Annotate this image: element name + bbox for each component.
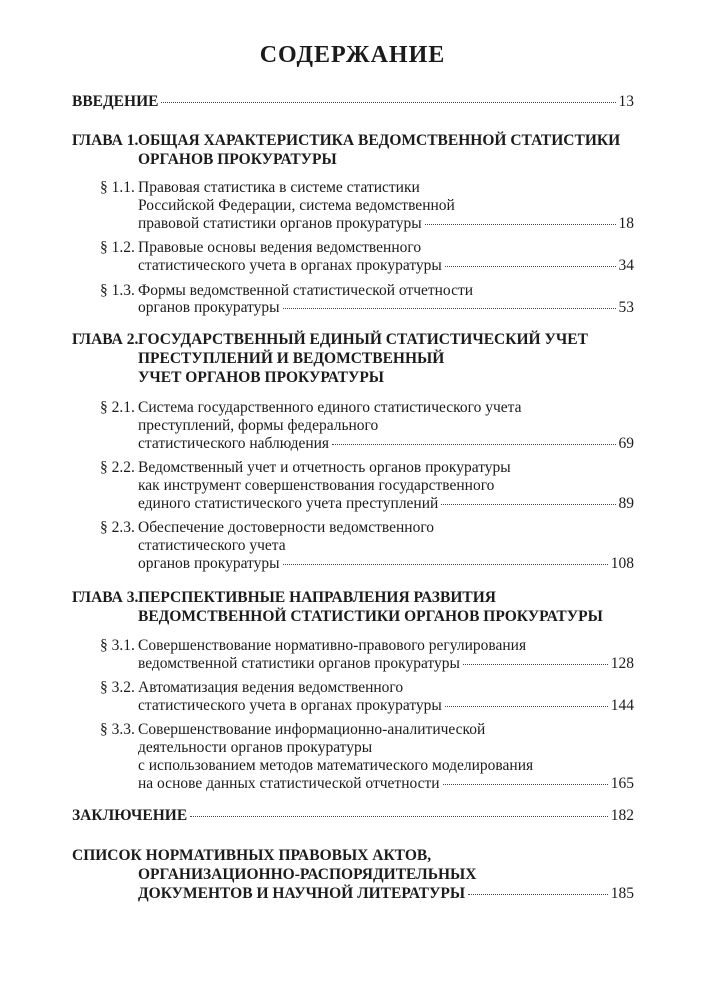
section-number: § 3.2. bbox=[100, 679, 135, 696]
section-text-line: Формы ведомственной статистической отчетности bbox=[138, 282, 474, 299]
section-text-line: Система государственного единого статистического учета bbox=[138, 399, 522, 416]
section-number: § 3.3. bbox=[100, 721, 135, 738]
chapter-2-title-line: УЧЕТ ОРГАНОВ ПРОКУРАТУРЫ bbox=[138, 369, 385, 386]
section-text-line: статистического учета в органах прокуратуры bbox=[138, 257, 442, 274]
intro-label: ВВЕДЕНИЕ bbox=[72, 93, 159, 110]
section-text-line: преступлений, формы федерального bbox=[138, 417, 379, 434]
section-text-line: Совершенствование нормативно-правового регулирования bbox=[138, 637, 527, 654]
section-page: 108 bbox=[610, 555, 634, 572]
section-page: 89 bbox=[618, 495, 634, 512]
chapter-3-title-line: ПЕРСПЕКТИВНЫЕ НАПРАВЛЕНИЯ РАЗВИТИЯ bbox=[138, 589, 496, 606]
toc-entry-intro[interactable] bbox=[72, 92, 634, 112]
section-number: § 2.2. bbox=[100, 459, 135, 476]
section-text-line: Совершенствование информационно-аналитической bbox=[138, 721, 486, 738]
toc-entry-2-2[interactable] bbox=[138, 494, 634, 514]
chapter-2-title-line: ГОСУДАРСТВЕННЫЙ ЕДИНЫЙ СТАТИСТИЧЕСКИЙ УЧЕТ bbox=[138, 331, 588, 348]
chapter-2-title-line: ПРЕСТУПЛЕНИЙ И ВЕДОМСТВЕННЫЙ bbox=[138, 350, 445, 367]
toc-entry-2-3[interactable] bbox=[138, 554, 634, 574]
section-text-line: Правовые основы ведения ведомственного bbox=[138, 239, 422, 256]
section-number: § 2.1. bbox=[100, 399, 135, 416]
page-title: СОДЕРЖАНИЕ bbox=[259, 42, 446, 68]
references-page: 185 bbox=[610, 885, 634, 902]
conclusion-page: 182 bbox=[610, 807, 634, 824]
section-text-line: деятельности органов прокуратуры bbox=[138, 739, 373, 756]
toc-entry-1-3[interactable] bbox=[138, 298, 634, 318]
toc-entry-references[interactable] bbox=[138, 884, 634, 904]
dot-leader bbox=[425, 224, 616, 225]
chapter-1-title-line: ОРГАНОВ ПРОКУРАТУРЫ bbox=[138, 151, 337, 168]
chapter-1-label: ГЛАВА 1. bbox=[72, 132, 139, 149]
section-number: § 3.1. bbox=[100, 637, 135, 654]
dot-leader bbox=[445, 266, 616, 267]
references-title-line: ОРГАНИЗАЦИОННО-РАСПОРЯДИТЕЛЬНЫХ bbox=[138, 866, 477, 883]
section-text-line: Ведомственный учет и отчетность органов прокуратуры bbox=[138, 459, 511, 476]
dot-leader bbox=[161, 102, 615, 103]
dot-leader bbox=[190, 816, 608, 817]
toc-entry-1-1[interactable] bbox=[138, 214, 634, 234]
section-page: 165 bbox=[610, 775, 634, 792]
section-text-line: органов прокуратуры bbox=[138, 299, 280, 316]
section-page: 144 bbox=[610, 697, 634, 714]
section-number: § 2.3. bbox=[100, 519, 135, 536]
section-number: § 1.2. bbox=[100, 239, 135, 256]
toc-entry-3-2[interactable] bbox=[138, 696, 634, 716]
section-text-line: единого статистического учета преступлений bbox=[138, 495, 439, 512]
section-page: 34 bbox=[618, 257, 634, 274]
section-text-line: с использованием методов математического моделирования bbox=[138, 757, 534, 774]
references-title-line: ДОКУМЕНТОВ И НАУЧНОЙ ЛИТЕРАТУРЫ bbox=[138, 885, 466, 902]
dot-leader bbox=[283, 564, 608, 565]
dot-leader bbox=[445, 706, 608, 707]
section-text-line: ведомственной статистики органов прокуратуры bbox=[138, 655, 460, 672]
references-title-line: СПИСОК НОРМАТИВНЫХ ПРАВОВЫХ АКТОВ, bbox=[72, 847, 432, 864]
dot-leader bbox=[441, 504, 615, 505]
dot-leader bbox=[283, 308, 616, 309]
section-text-line: органов прокуратуры bbox=[138, 555, 280, 572]
dot-leader bbox=[443, 784, 608, 785]
toc-entry-3-3[interactable] bbox=[138, 774, 634, 794]
section-text-line: как инструмент совершенствования государственного bbox=[138, 477, 495, 494]
conclusion-label: ЗАКЛЮЧЕНИЕ bbox=[72, 807, 188, 824]
section-text-line: Российской Федерации, система ведомственной bbox=[138, 197, 455, 214]
section-number: § 1.3. bbox=[100, 282, 135, 299]
toc-entry-1-2[interactable] bbox=[138, 256, 634, 276]
dot-leader bbox=[468, 894, 608, 895]
section-page: 69 bbox=[618, 435, 634, 452]
chapter-3-title-line: ВЕДОМСТВЕННОЙ СТАТИСТИКИ ОРГАНОВ ПРОКУРАТУРЫ bbox=[138, 608, 603, 625]
section-page: 128 bbox=[610, 655, 634, 672]
chapter-3-label: ГЛАВА 3. bbox=[72, 589, 139, 606]
chapter-2-label: ГЛАВА 2. bbox=[72, 331, 139, 348]
section-text-line: Автоматизация ведения ведомственного bbox=[138, 679, 404, 696]
section-number: § 1.1. bbox=[100, 179, 135, 196]
section-text-line: статистического учета bbox=[138, 537, 286, 554]
intro-page: 13 bbox=[618, 93, 634, 110]
dot-leader bbox=[463, 664, 608, 665]
section-page: 18 bbox=[618, 215, 634, 232]
section-text-line: Правовая статистика в системе статистики bbox=[138, 179, 420, 196]
section-text-line: Обеспечение достоверности ведомственного bbox=[138, 519, 435, 536]
toc-entry-2-1[interactable] bbox=[138, 434, 634, 454]
section-page: 53 bbox=[618, 299, 634, 316]
toc-entry-3-1[interactable] bbox=[138, 654, 634, 674]
section-text-line: правовой статистики органов прокуратуры bbox=[138, 215, 422, 232]
chapter-1-title-line: ОБЩАЯ ХАРАКТЕРИСТИКА ВЕДОМСТВЕННОЙ СТАТИСТИКИ bbox=[138, 132, 621, 149]
toc-entry-conclusion[interactable] bbox=[72, 806, 634, 826]
dot-leader bbox=[332, 444, 615, 445]
section-text-line: на основе данных статистической отчетности bbox=[138, 775, 440, 792]
section-text-line: статистического наблюдения bbox=[138, 435, 330, 452]
section-text-line: статистического учета в органах прокуратуры bbox=[138, 697, 442, 714]
